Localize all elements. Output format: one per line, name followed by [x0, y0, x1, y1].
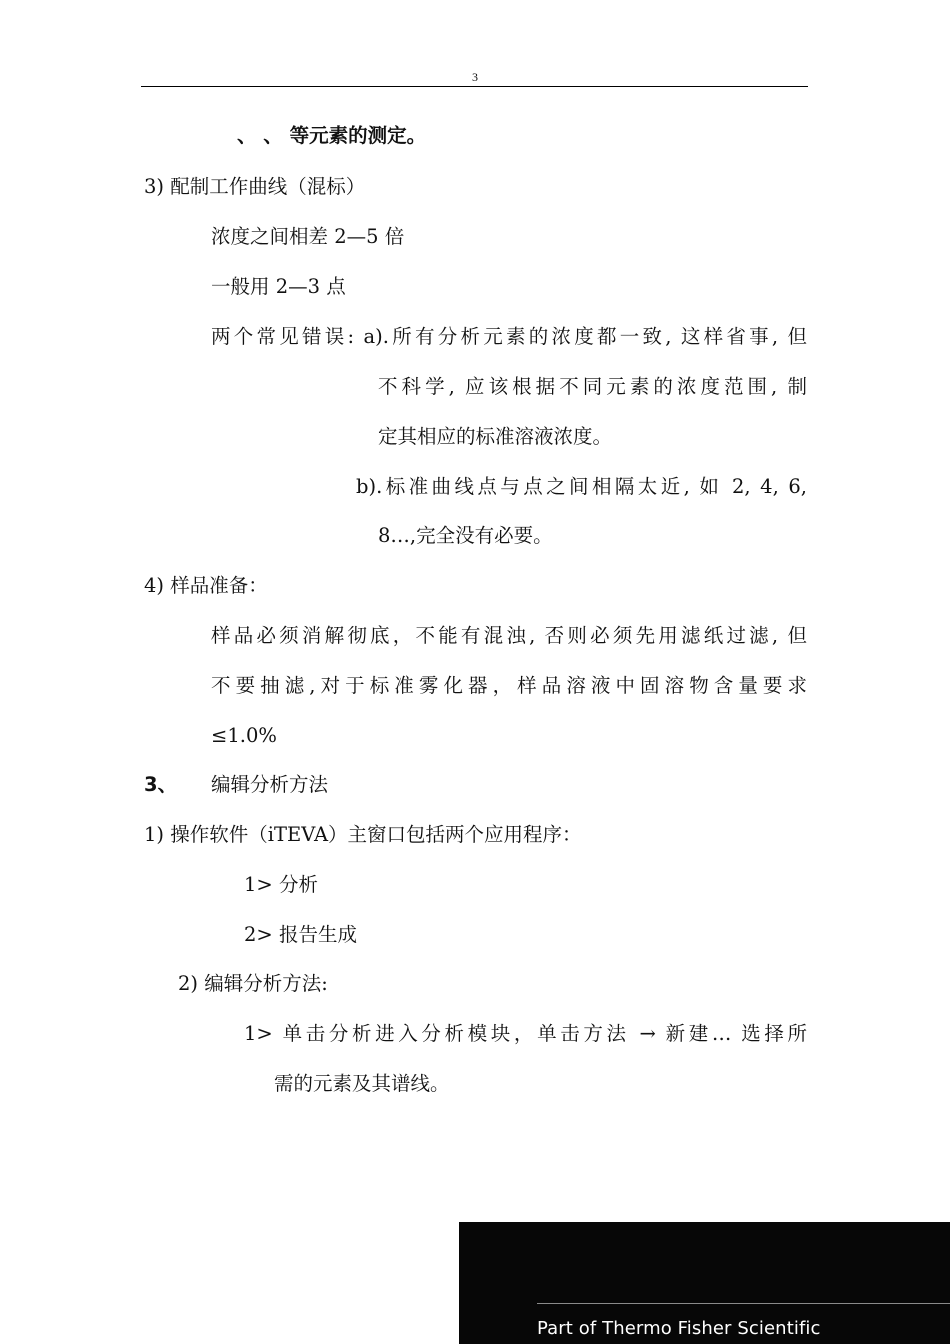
footer-rule — [537, 1303, 950, 1304]
line-error-a-cont-1: 不科学, 应该根据不同元素的浓度范围, 制 — [378, 375, 807, 398]
line-item-1-iteva: 1) 操作软件（iTEVA）主窗口包括两个应用程序： — [144, 823, 582, 846]
line-app-report: 2> 报告生成 — [244, 923, 357, 946]
line-item-2-edit-method: 2) 编辑分析方法: — [178, 972, 328, 995]
line-common-errors-a: 两个常见错误: a).所有分析元素的浓度都一致, 这样省事, 但 — [211, 325, 807, 348]
line-elements-determination: 、 、 等元素的测定。 — [237, 124, 427, 147]
line-item-3-working-curve: 3) 配制工作曲线（混标） — [144, 175, 366, 198]
line-step-select-elements: 需的元素及其谱线。 — [274, 1072, 450, 1095]
footer-brand-text: Part of Thermo Fisher Scientific — [537, 1318, 821, 1339]
section-3-heading — [144, 773, 177, 797]
line-error-b-cont: 8…,完全没有必要。 — [378, 524, 553, 547]
section-3-number: 3、 — [144, 773, 178, 796]
line-solids-limit: ≤1.0% — [211, 724, 277, 747]
line-points-used: 一般用 2—3 点 — [211, 275, 346, 298]
line-sample-solids: 不要抽滤,对于标准雾化器，样品溶液中固溶物含量要求 — [211, 674, 807, 697]
line-concentration-difference: 浓度之间相差 2—5 倍 — [211, 225, 405, 248]
line-sample-digestion: 样品必须消解彻底，不能有混浊, 否则必须先用滤纸过滤, 但 — [211, 624, 807, 647]
header-rule — [141, 86, 808, 87]
line-error-b: b).标准曲线点与点之间相隔太近, 如 2, 4, 6, — [356, 475, 807, 498]
line-step-click-analysis: 1> 单击分析进入分析模块，单击方法 → 新建… 选择所 — [244, 1022, 807, 1045]
line-app-analysis: 1> 分析 — [244, 873, 318, 896]
line-item-4-sample-prep: 4) 样品准备： — [144, 574, 268, 597]
line-error-a-cont-2: 定其相应的标准溶液浓度。 — [378, 425, 613, 448]
section-3-title: 编辑分析方法 — [211, 773, 329, 796]
page-number: 3 — [472, 70, 478, 84]
